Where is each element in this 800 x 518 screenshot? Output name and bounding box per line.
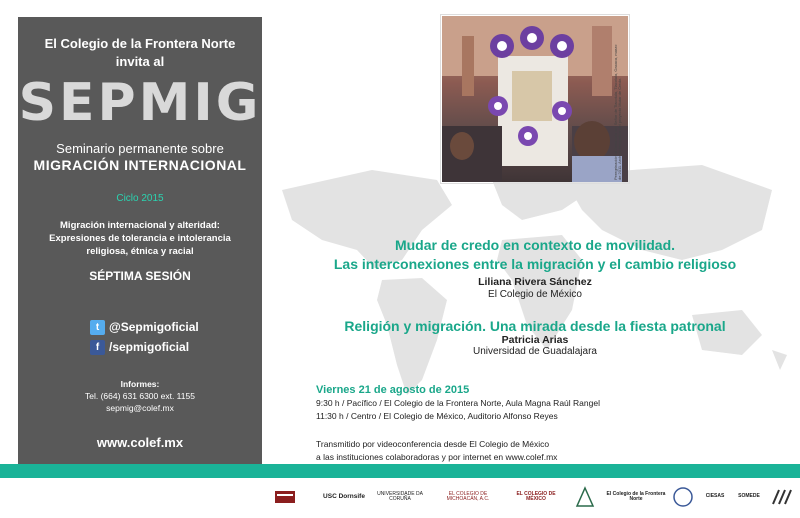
invite-text [18, 35, 262, 71]
partner-logo: USC Dornsife [323, 493, 365, 501]
email-link[interactable]: sepmig@colef.mx [106, 403, 174, 413]
facebook-handle: /sepmigoficial [109, 340, 190, 354]
event-date: Viernes 21 de agosto de 2015 [316, 384, 470, 396]
talk-1-institution: El Colegio de México [488, 289, 582, 300]
photo-credit: Peregrinación al Santuario del Señor de Tlacolula, Tlacolula, Oaxaca, marzo de 2011. Archivo fotográfico del proyecto Mutar de Credo. [613, 44, 622, 180]
accent-band [0, 464, 800, 478]
sidebar-panel [18, 17, 262, 464]
partner-logos [262, 480, 800, 516]
theme-line: religiosa, étnica y racial [86, 246, 194, 257]
seminar-subtitle: Seminario permanente sobre [56, 141, 224, 156]
logo-mark [270, 480, 300, 514]
partner-logo: SOMEDE [738, 493, 760, 500]
twitter-icon: t [90, 320, 105, 335]
partner-logo: UNIVERSIDADE DA CORUÑA [377, 490, 423, 502]
theme-text [32, 219, 248, 258]
procession-photo [442, 16, 628, 182]
facebook-icon: f [90, 340, 105, 355]
talk-2-title: Religión y migración. Una mirada desde la fiesta patronal [344, 318, 726, 334]
theme-line: Expresiones de tolerancia e intolerancia [49, 233, 231, 244]
cycle-label: Ciclo 2015 [116, 193, 164, 204]
talk-2-speaker: Patricia Arias [501, 334, 569, 346]
info-title: Informes: [120, 379, 160, 389]
talk-1-speaker: Liliana Rivera Sánchez [478, 276, 592, 288]
schedule-central: 11:30 h / Centro / El Colegio de México, Auditorio Alfonso Reyes [316, 411, 558, 421]
partner-logo: El Colegio de la Frontera Norte [606, 490, 666, 502]
seminar-topic: MIGRACIÓN INTERNACIONAL [33, 157, 247, 173]
logo-mark [768, 480, 794, 514]
sepmig-logo: SEPMIG [18, 73, 262, 133]
talk-2-institution: Universidad de Guadalajara [473, 346, 597, 357]
theme-line: Migración internacional y alteridad: [60, 220, 220, 231]
photo-illustration [442, 16, 628, 182]
logo-mark [574, 480, 596, 514]
invite-label: invita al [115, 54, 165, 69]
twitter-handle: @Sepmigoficial [109, 320, 199, 334]
twitter-link[interactable] [90, 319, 199, 335]
schedule-pacific: 9:30 h / Pacífico / El Colegio de la Frontera Norte, Aula Magna Raúl Rangel [316, 398, 600, 408]
website-link[interactable]: www.colef.mx [96, 435, 184, 450]
logo-mark [672, 480, 694, 514]
talk-1-title: Las interconexiones entre la migración y el cambio religioso [333, 256, 737, 272]
partner-logo: CIESAS [705, 493, 725, 500]
talk-1-title: Mudar de credo en contexto de movilidad. [394, 237, 676, 253]
session-label: SÉPTIMA SESIÓN [89, 269, 191, 283]
host-institution: El Colegio de la Frontera Norte [44, 36, 236, 51]
broadcast-note: a las instituciones colaboradoras y por internet en www.colef.mx [316, 452, 558, 462]
broadcast-note: Transmitido por videoconferencia desde El Colegio de México [316, 439, 550, 449]
facebook-link[interactable] [90, 339, 189, 355]
partner-logo: EL COLEGIO DE MICHOACÁN, A.C. [446, 490, 490, 502]
partner-logo: EL COLEGIO DE MÉXICO [516, 490, 556, 502]
phone-number: Tel. (664) 631 6300 ext. 1155 [85, 391, 195, 401]
